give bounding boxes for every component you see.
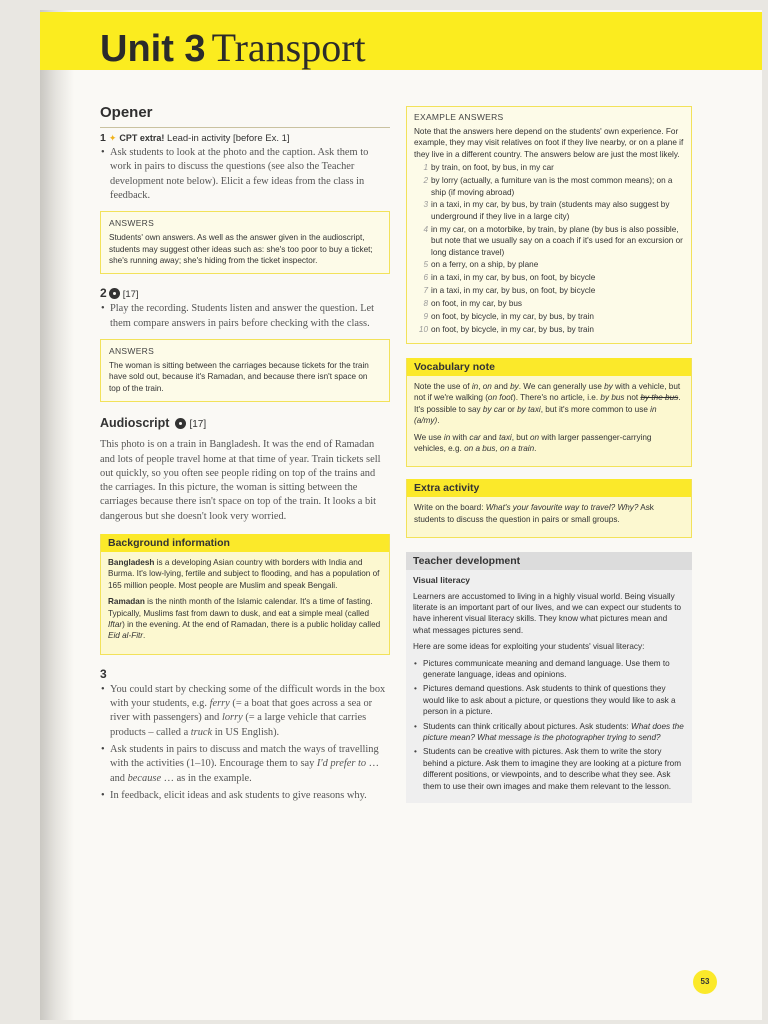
- text: with: [450, 432, 470, 442]
- text: with larger passenger-carrying vehicles, e.g.: [414, 432, 652, 453]
- italic-term: in (a/my): [414, 404, 657, 426]
- text: in US English).: [212, 726, 280, 738]
- italic-term: on: [529, 432, 540, 442]
- example-answer-text: in my car, on a motorbike, by train, by plane (by bus is also possible, but note that we usually say on a coach if it's used for an excursion or long distance travel): [431, 224, 683, 257]
- answers-label: ANSWERS: [109, 346, 155, 356]
- italic-term: on: [482, 381, 492, 391]
- item-3-number: 3: [100, 666, 107, 681]
- audioscript-track: [17]: [189, 419, 207, 431]
- background-info-body: [101, 552, 389, 654]
- example-answer-number: 6: [423, 273, 428, 283]
- italic-term: ferry: [209, 698, 230, 710]
- td-para-2: Here are some ideas for exploiting your students' visual literacy:: [413, 642, 645, 652]
- answers-text: Students' own answers. As well as the answer given in the audioscript, students may suggest other ideas such as: she's too poor to buy a ticket; she's running away; she's hiding from the ticket inspector.: [109, 233, 373, 265]
- example-answer-item: [414, 224, 684, 258]
- left-column: [100, 104, 390, 806]
- right-column: [406, 106, 692, 803]
- example-answer-text: in a taxi, in my car, by bus, on foot, by bicycle: [431, 273, 596, 283]
- text: , but: [511, 432, 530, 442]
- italic-term: by bus: [600, 393, 625, 403]
- text: Ask students to discuss the question in pairs or small groups.: [414, 503, 654, 524]
- example-answer-text: in a taxi, in my car, by bus, on foot, by bicycle: [431, 286, 596, 296]
- audioscript-text: This photo is on a train in Bangladesh. It was the end of Ramadan and lots of people travel home at that time of year. Train tickets sell out quickly, so you often see people riding on top of the trains and the carriages. In this picture, the woman is sitting between the carriages because there isn't space on top of the train. It looks a bit dangerous but she doesn't look very worried.: [100, 439, 381, 522]
- text: and: [480, 432, 499, 442]
- opener-heading-rule: [100, 104, 390, 128]
- example-answer-text: by lorry (actually, a furniture van is the most common means); on a ship (if moving abroad): [431, 176, 673, 197]
- vocab-para-1: [414, 381, 684, 427]
- opener-heading: Opener: [100, 104, 153, 121]
- answers-text: The woman is sitting between the carriages because tickets for the train have sold out, because it's Ramadan, and because there isn't space on top of the train.: [109, 361, 369, 393]
- unit-title: [100, 25, 366, 70]
- td-bullets: [413, 658, 685, 792]
- text: and: [491, 381, 511, 391]
- background-info-heading: Background information: [101, 534, 389, 552]
- extra-activity-heading: Extra activity: [407, 479, 691, 497]
- item-2-heading: [100, 286, 390, 300]
- item-2-bullet: • Play the recording. Students listen and answer the question. Let them compare answers in pairs before checking with the class.: [110, 302, 390, 331]
- extra-activity-body: [407, 497, 691, 537]
- text: ) in the evening. At the end of Ramadan, there is a public holiday called: [122, 620, 381, 630]
- background-para-2: [108, 596, 382, 642]
- italic-term: by taxi: [517, 404, 541, 414]
- example-answer-item: [414, 272, 684, 283]
- text: ). There's no article, i.e.: [512, 393, 601, 403]
- teacher-development-box: [406, 552, 692, 803]
- text: Note the use of: [414, 381, 472, 391]
- answers-box-1: [100, 211, 390, 274]
- item-2-bullets: [100, 302, 390, 331]
- example-answers-intro: Note that the answers here depend on the students' own experience. For example, they may visit relatives on foot if they live nearby, or on a plane if they live in a different country. The answers below are just the most likely.: [414, 127, 684, 159]
- example-answer-item: [414, 162, 684, 173]
- cd-icon: [109, 288, 120, 299]
- example-answers-list: [414, 162, 684, 335]
- example-answer-text: by train, on foot, by bus, in my car: [431, 163, 554, 173]
- example-answer-text: in a taxi, in my car, by bus, by train (students may also suggest by underground if they live in a large city): [431, 200, 670, 221]
- example-answer-item: [414, 259, 684, 270]
- item-3-heading: [100, 667, 390, 681]
- example-answer-text: on foot, in my car, by bus: [431, 299, 523, 309]
- item-1-bullets: [100, 146, 390, 203]
- item-3-bullet: [110, 683, 390, 740]
- example-answer-number: 4: [423, 224, 428, 234]
- unit-topic: Transport: [211, 25, 366, 70]
- text: .: [437, 416, 440, 426]
- item-3-bullet: [110, 743, 390, 786]
- text: … as in the example.: [161, 772, 252, 784]
- text: . It's possible to say: [414, 393, 681, 414]
- example-answers-label: EXAMPLE ANSWERS: [414, 112, 504, 122]
- example-answers-box: [406, 106, 692, 344]
- text: .: [143, 631, 146, 641]
- text: (= a boat that goes across a sea or river with passengers) and: [110, 698, 373, 724]
- italic-question: What's your favourite way to travel? Why?: [485, 503, 639, 513]
- italic-term: taxi: [498, 432, 512, 442]
- example-answer-number: 9: [423, 312, 428, 322]
- answers-box-2: [100, 339, 390, 402]
- item-2-track: [17]: [122, 289, 139, 301]
- extra-activity-box: [406, 479, 692, 538]
- example-answer-number: 2: [423, 176, 428, 186]
- item-1-desc: Lead-in activity [before Ex. 1]: [167, 133, 290, 144]
- text: , but it's more common to use: [540, 404, 651, 414]
- example-answer-item: [414, 298, 684, 309]
- example-answer-number: 1: [423, 163, 428, 173]
- italic-term: in: [471, 381, 479, 391]
- italic-term: car: [469, 432, 481, 442]
- unit-number: Unit 3: [100, 28, 206, 70]
- book-page: [40, 10, 762, 1020]
- bold-term: Bangladesh: [108, 558, 155, 567]
- italic-term: in: [443, 432, 451, 442]
- example-answer-number: 3: [423, 200, 428, 210]
- italic-term: because: [127, 772, 162, 784]
- cd-icon: [175, 418, 186, 429]
- text: is the ninth month of the Islamic calendar. It's a time of fasting. Typically, Muslims fast from dawn to dusk, and eat a simple meal (called: [108, 597, 373, 618]
- text: Students can think critically about pictures. Ask students:: [423, 721, 631, 731]
- example-answer-item: [414, 311, 684, 322]
- text: Ask students in pairs to discuss and match the ways of travelling with the activities (1–10). Encourage them to say: [110, 744, 379, 770]
- td-bullet: • Students can be creative with pictures. Ask them to write the story behind a picture. Ask them to imagine they are looking at a picture from different positions, or viewpoints, and to describe what they see. Ask them to use their own images and make them relevant to the lesson.: [423, 746, 685, 792]
- td-bullet: [423, 721, 685, 744]
- italic-term: on foot: [487, 393, 513, 403]
- italic-term: truck: [190, 726, 213, 738]
- item-3-bullets: [100, 683, 390, 803]
- italic-term: Eid al-Fitr: [108, 631, 144, 641]
- struck-term: by the bus: [640, 393, 679, 403]
- audioscript-title: Audioscript: [100, 416, 170, 431]
- vocabulary-note-box: [406, 358, 692, 467]
- visual-literacy-subheading: Visual literacy: [413, 575, 471, 586]
- italic-term: by: [510, 381, 519, 391]
- text: (= a large vehicle that carries products – called a: [110, 712, 367, 738]
- text: … and: [110, 758, 380, 784]
- text: with a vehicle, but not if we're walking (: [414, 381, 681, 403]
- text: not: [624, 393, 641, 403]
- text: .: [534, 443, 537, 453]
- star-icon: ✦: [108, 133, 117, 143]
- page-number-badge: 53: [693, 970, 717, 994]
- background-info-box: [100, 534, 390, 655]
- cpt-extra-label: CPT extra!: [119, 133, 165, 143]
- example-answer-number: 7: [423, 286, 428, 296]
- item-3-bullet: • In feedback, elicit ideas and ask students to give reasons why.: [110, 789, 390, 803]
- example-answer-item: [414, 175, 684, 198]
- example-answer-item: [414, 324, 684, 335]
- text: ,: [478, 381, 483, 391]
- audioscript-heading: [100, 416, 390, 430]
- italic-term: by car: [482, 404, 506, 414]
- italic-term: I'd prefer to: [316, 758, 367, 770]
- example-answer-text: on foot, by bicycle, in my car, by bus, by train: [431, 325, 594, 334]
- italic-question: What does the picture mean? What message is the photographer trying to send?: [423, 721, 684, 743]
- italic-term: Iftar: [108, 620, 123, 630]
- example-answer-item: [414, 199, 684, 222]
- text: You could start by checking some of the difficult words in the box with your students, e.g.: [110, 683, 386, 710]
- text: or: [505, 404, 518, 414]
- italic-term: on a bus, on a train: [464, 443, 535, 453]
- example-answer-number: 10: [418, 325, 428, 334]
- text: . We can generally use: [518, 381, 605, 391]
- example-answer-number: 5: [423, 260, 428, 270]
- background-para-1: [108, 557, 382, 591]
- italic-term: by: [604, 381, 613, 391]
- vocabulary-note-heading: Vocabulary note: [407, 358, 691, 376]
- td-para-1: Learners are accustomed to living in a highly visual world. Being visually literate is an important part of our lives, and we can expect our students to have inherent visual literacy skills. They know what pictures mean and what messages pictures send.: [413, 591, 682, 635]
- teacher-development-heading: Teacher development: [406, 552, 692, 570]
- example-answer-text: on a ferry, on a ship, by plane: [431, 260, 539, 270]
- italic-term: lorry: [221, 712, 243, 724]
- td-bullet: • Pictures communicate meaning and demand language. Use them to generate language, ideas and opinions.: [423, 658, 685, 681]
- extra-activity-text: [414, 502, 684, 525]
- example-answer-text: on foot, by bicycle, in my car, by bus, by train: [431, 312, 594, 322]
- example-answer-item: [414, 285, 684, 296]
- item-2-number: 2: [100, 286, 107, 301]
- teacher-development-body: [406, 570, 692, 803]
- page-gutter-shadow: [40, 10, 74, 1020]
- text: Write on the board:: [414, 503, 486, 513]
- text: is a developing Asian country with borders with India and Burma. It's low-lying, fertile and subject to flooding, and has a population of 165 million people. Most people are Muslim and speak Bengali.: [108, 558, 380, 590]
- bold-term: Ramadan: [108, 597, 145, 607]
- item-1-number: 1: [100, 132, 106, 144]
- td-bullet: • Pictures demand questions. Ask students to think of questions they would like to ask about a picture, or questions they would like to ask a person in a picture.: [423, 683, 685, 717]
- vocab-para-2: [414, 432, 684, 455]
- vocabulary-note-body: [407, 376, 691, 466]
- answers-label: ANSWERS: [109, 218, 155, 229]
- text: We use: [414, 432, 444, 442]
- item-1-heading: [100, 132, 390, 144]
- item-1-bullet: • Ask students to look at the photo and the caption. Ask them to work in pairs to discuss the questions (see also the Teacher development note below). Elicit a few ideas from the class in feedback.: [110, 146, 390, 203]
- example-answer-number: 8: [423, 299, 428, 309]
